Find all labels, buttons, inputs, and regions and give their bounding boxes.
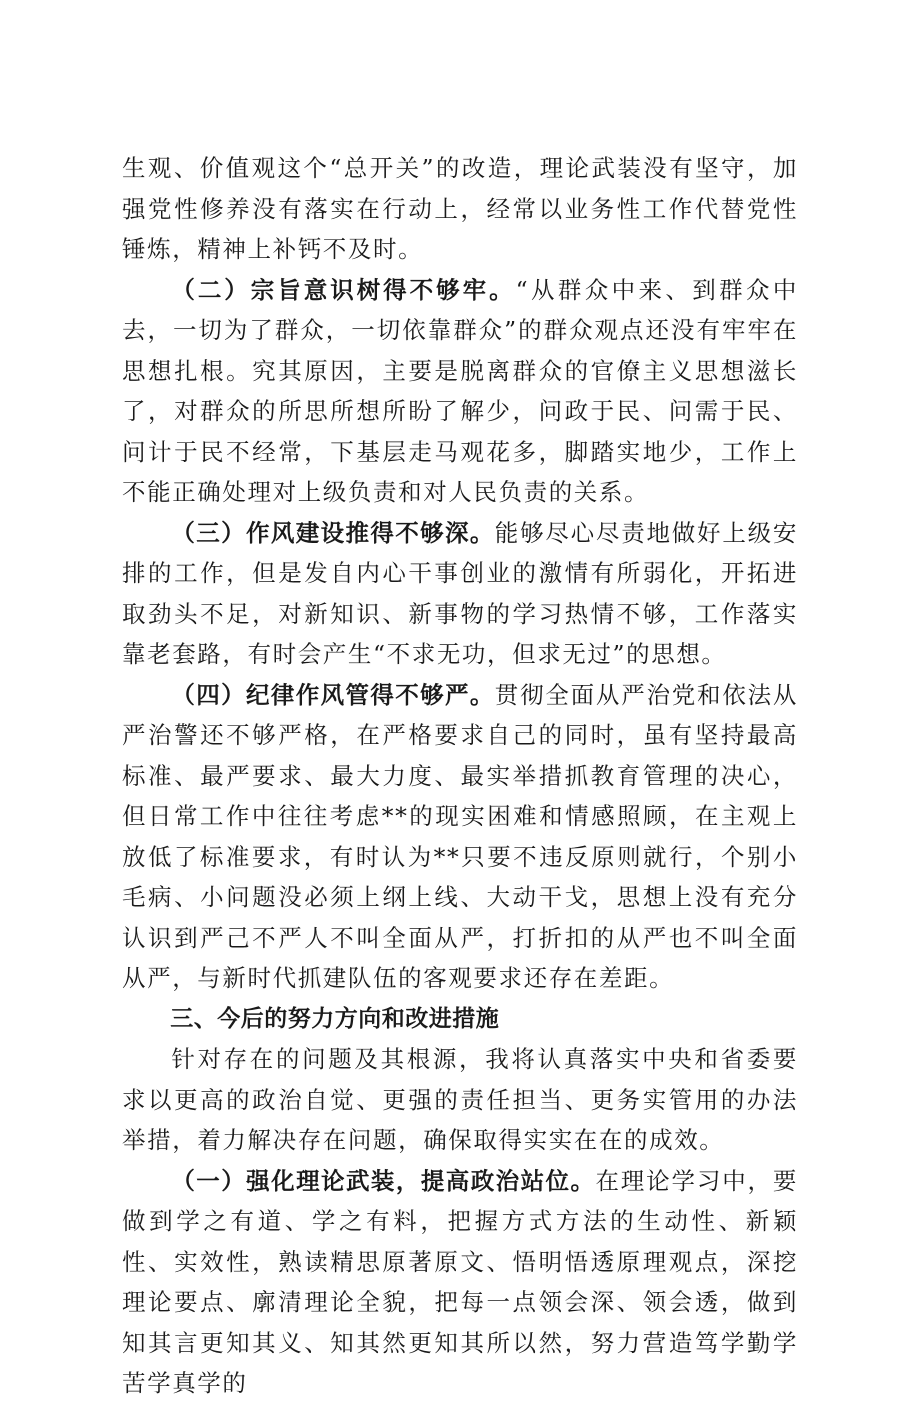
paragraph-lead: （四）纪律作风管得不够严。 [171,680,495,709]
paragraph-text: 能够尽心尽责地做好上级安排的工作，但是发自内心干事创业的激情有所弱化，开拓进取劲头不足，对新知识、新事物的学习热情不够，工作落实靠老套路，有时会产生“不求无功，但求无过”的思想。 [122,518,798,668]
paragraph-theory-armament [122,1161,798,1404]
paragraph-text: 针对存在的问题及其根源，我将认真落实中央和省委要求以更高的政治自觉、更强的责任担当、更务实管用的办法举措，着力解决存在问题，确保取得实实在在的成效。 [122,1045,798,1154]
paragraph-purpose-awareness [122,270,798,513]
paragraph-continuation [122,148,798,270]
paragraph-work-style [122,513,798,675]
paragraph-text: “从群众中来、到群众中去，一切为了群众，一切依靠群众”的群众观点还没有牢牢在思想扎根。究其原因，主要是脱离群众的官僚主义思想滋长了，对群众的所思所想所盼了解少，问政于民、问需于民、问计于民不经常，下基层走马观花多，脚踏实地少，工作上不能正确处理对上级负责和对人民负责的关系。 [122,275,798,506]
paragraph-text: 贯彻全面从严治党和依法从严治警还不够严格，在严格要求自己的同时，虽有坚持最高标准、最严要求、最大力度、最实举措抓教育管理的决心，但日常工作中往往考虑**的现实困难和情感照顾，在主观上放低了标准要求，有时认为**只要不违反原则就行，个别小毛病、小问题没必须上纲上线、大动干戈，思想上没有充分认识到严己不严人不叫全面从严，打折扣的从严也不叫全面从严，与新时代抓建队伍的客观要求还存在差距。 [122,680,798,992]
paragraph-lead: （一）强化理论武装，提高政治站位。 [171,1166,596,1195]
paragraph-discipline [122,675,798,999]
section-heading: 三、今后的努力方向和改进措施 [170,1005,500,1032]
document-body [122,148,798,1404]
paragraph-section-intro [122,1039,798,1161]
paragraph-text: 在理论学习中，要做到学之有道、学之有料，把握方式方法的生动性、新颖性、实效性，熟读精思原著原文、悟明悟透原理观点，深挖理论要点、廓清理论全貌，把每一点领会深、领会透，做到知其言更知其义、知其然更知其所以然，努力营造笃学勤学苦学真学的 [122,1166,798,1397]
paragraph-lead: （二）宗旨意识树得不够牢。 [171,275,516,304]
paragraph-text: 生观、价值观这个“总开关”的改造，理论武装没有坚守，加强党性修养没有落实在行动上，经常以业务性工作代替党性锤炼，精神上补钙不及时。 [122,154,798,263]
paragraph-lead: （三）作风建设推得不够深。 [171,518,495,547]
